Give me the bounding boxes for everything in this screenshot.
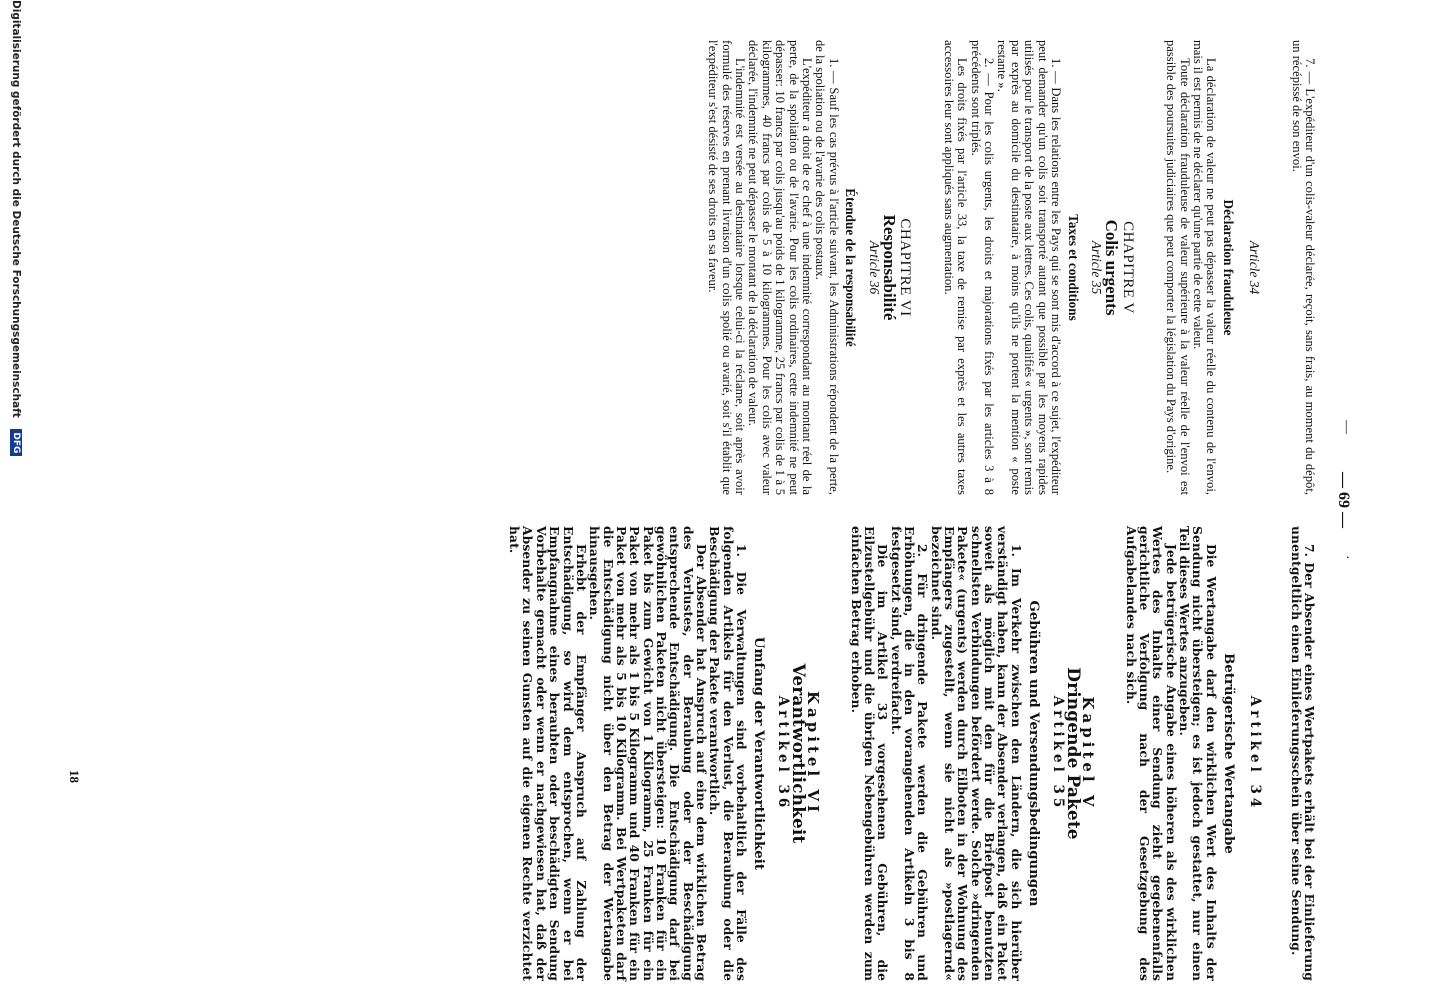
french-article-36-paragraph-3: L'indemnité est versée au destinataire lorsque celui-ci la réclame, soit après avoir formulé des réserves en prenant livraison d'un colis spolié ou avarié, soit s'il établit que l'expéditeur s'est désisté de ses droits en sa faveur. xyxy=(706,40,747,495)
german-article-35-paragraph-2: 2. Für dringende Pakete werden die Gebühren und Erhöhungen, die in den vorangehenden Artikeln 3 bis 8 festgesetzt sind, verdreifacht. xyxy=(888,526,931,981)
french-chapter-5-title: Colis urgents xyxy=(1102,219,1122,316)
french-article-34-label: Article 34 xyxy=(1247,240,1263,295)
rule-mark-right: · xyxy=(1339,555,1354,560)
german-article-34-paragraph-2: Jede betrügerische Angabe eines höheren als des wirklichen Wertes des Inhalts einer Sendung zieht gegebenenfalls gerichtliche Verfolgung nach der Gesetzgebung des Aufgabelandes nach sich. xyxy=(1123,526,1179,981)
french-chapter-6-title: Responsabilité xyxy=(880,214,900,321)
french-article-34-paragraph-1: La déclaration de valeur ne peut pas dépasser la valeur réelle du contenu de l'envoi, mais il est permis de ne déclarer qu'une partie de cette valeur. xyxy=(1190,40,1219,495)
german-chapter-5-label: Kapitel V xyxy=(1079,696,1098,811)
german-chapter-6-title: Verantwortlichkeit xyxy=(788,663,809,844)
french-article-34-paragraph-2: Toute déclaration frauduleuse de valeur supérieure à la valeur réelle de l'envoi est passible des poursuites judiciaires que peut comporter la législation du Pays d'origine. xyxy=(1164,40,1192,495)
german-article-36-paragraph-1: 1. Die Verwaltungen sind vorbehaltlich der Fälle des folgenden Artikels für den Verlust, die Beraubung oder die Beschädigung der Pakete verantwortlich. xyxy=(707,526,749,981)
page-number: — 69 — xyxy=(1335,472,1352,528)
german-article-36-heading: Umfang der Verantwortlichkeit xyxy=(751,636,767,871)
french-article-35-label: Article 35 xyxy=(1088,240,1104,295)
french-article-36-paragraph-1: 1. — Sauf les cas prévus à l'article suivant, les Administrations répondent de la perte, de la spoliation ou de l'avarie des colis postaux. xyxy=(813,40,841,495)
french-article-35-heading: Taxes et conditions xyxy=(1065,214,1081,321)
german-article-36-paragraph-2: Der Absender hat Anspruch auf eine dem wirklichen Betrag des Verlustes, der Beraubung oder der Beschädigung entsprechende Entschädigung. Die Entschädigung darf bei gewöhnlichen Paketen nicht übersteigen: 10 Franken für ein Paket bis zum Gewicht von 1 Kilogramm, 25 Franken für ein Paket von mehr als 1 bis 5 Kilogramm und 40 Franken für ein Paket von mehr als 5 bis 10 Kilogramm. Bei Wertpaketen darf die Entschädigung nicht über den Betrag der Wertangabe hinausgehen. xyxy=(587,526,709,981)
signature-mark: 18 xyxy=(67,770,82,783)
french-chapter-5-label: CHAPITRE V xyxy=(1119,221,1136,314)
german-intro-paragraph: 7. Der Absender eines Wertpakets erhält bei der Einlieferung unentgeltlich einen Einlieferungsschein über seine Sendung. xyxy=(1288,526,1317,981)
german-article-36-paragraph-3: Erhebt der Empfänger Anspruch auf Zahlung der Entschädigung, so wird dem entsprochen, wenn er bei Empfangnahme eines beraubten oder beschädigten Sendung Vorbehalte gemacht oder wenn er nachgewiesen hat, daß der Absender zu seinen Gunsten auf die eigenen Rechte verzichtet hat. xyxy=(507,526,589,981)
german-chapter-5-title: Dringende Pakete xyxy=(1062,667,1083,840)
rule-mark-left: — xyxy=(1339,420,1354,434)
french-article-36-paragraph-2: L'expéditeur a droit de ce chef à une indemnité correspondant au montant réel de la perte, de la spoliation ou de l'avarie. Pour les colis ordinaires, cette indemnité ne peut dépasser: 10 francs par colis jusqu'au poids de 1 kilogramme, 25 francs par colis de 1 à 5 kilogrammes, 40 francs par colis de 5 à 10 kilogrammes. Pour les colis avec valeur déclarée, l'indemnité ne peut dépasser le montant de la déclaration de valeur. xyxy=(746,40,815,495)
french-article-35-paragraph-2: 2. — Pour les colis urgents, les droits et majorations fixés par les articles 3 à 8 précédents sont triplés. xyxy=(968,40,997,495)
digitization-footer xyxy=(2,0,22,1000)
french-intro-paragraph: 7. — L'expéditeur d'un colis-valeur déclarée, reçoit, sans frais, au moment du dépôt, un récépissé de son envoi. xyxy=(1289,40,1317,495)
french-chapter-6-label: CHAPITRE VI xyxy=(897,218,914,317)
german-article-34-label: Artikel 34 xyxy=(1247,695,1264,812)
french-article-35-paragraph-1: 1. — Dans les relations entre les Pays qui se sont mis d'accord à ce sujet, l'expéditeur peut demander qu'un colis soit transporté autant que possible par les moyens rapides utilisés pour le transport de la poste aux lettres. Ces colis, qualifiés « urgents », sont remis par exprès au domicile du destinataire, à moins qu'ils ne portent la mention « poste restante ». xyxy=(995,40,1064,495)
dfg-logo-icon: DFG xyxy=(10,429,22,456)
german-article-36-label: Artikel 36 xyxy=(774,695,791,812)
german-article-35-paragraph-1: 1. Im Verkehr zwischen den Ländern, die sich hierüber verständigt haben, kann der Absender verlangen, daß ein Paket soweit als möglich mit den für die Briefpost benutzten schnellsten Verbindungen befördert werde. Solche »dringenden Pakete« (urgents) werden durch Eilboten in der Wohnung des Empfängers zugestellt, wenn sie nicht als »postlagernd« bezeichnet sind. xyxy=(928,526,1024,981)
german-article-34-paragraph-1: Die Wertangabe darf den wirklichen Wert des Inhalts der Sendung nicht übersteigen; es ist jedoch gestattet, nur einen Teil dieses Wertes anzugeben. xyxy=(1176,526,1219,981)
french-article-35-paragraph-3: Les droits fixés par l'article 33, la taxe de remise par exprès et les autres taxes accessoires leur sont appliqués sans augmentation. xyxy=(941,40,970,495)
french-article-36-label: Article 36 xyxy=(866,240,882,295)
french-article-36-heading: Étendue de la responsabilité xyxy=(843,188,859,347)
german-article-34-heading: Betrügerische Wertangabe xyxy=(1220,653,1236,854)
german-chapter-6-label: Kapitel VI xyxy=(804,691,823,816)
german-article-35-label: Artikel 35 xyxy=(1049,695,1066,812)
german-column xyxy=(508,526,1316,981)
french-column xyxy=(706,40,1316,495)
footer-credit-text: Digitalisierung gefördert durch die Deutsche Forschungsgemeinschaft xyxy=(10,0,22,418)
german-article-35-heading: Gebühren und Versendungsbedingungen xyxy=(1026,600,1042,907)
german-article-35-paragraph-3: Die im Artikel 33 vorgesehenen Gebühren, die Eilzustellgebühr und die übrigen Nebengebühren werden zum einfachen Betrag erhoben. xyxy=(848,526,891,981)
french-article-34-heading: Déclaration frauduleuse xyxy=(1220,199,1236,336)
